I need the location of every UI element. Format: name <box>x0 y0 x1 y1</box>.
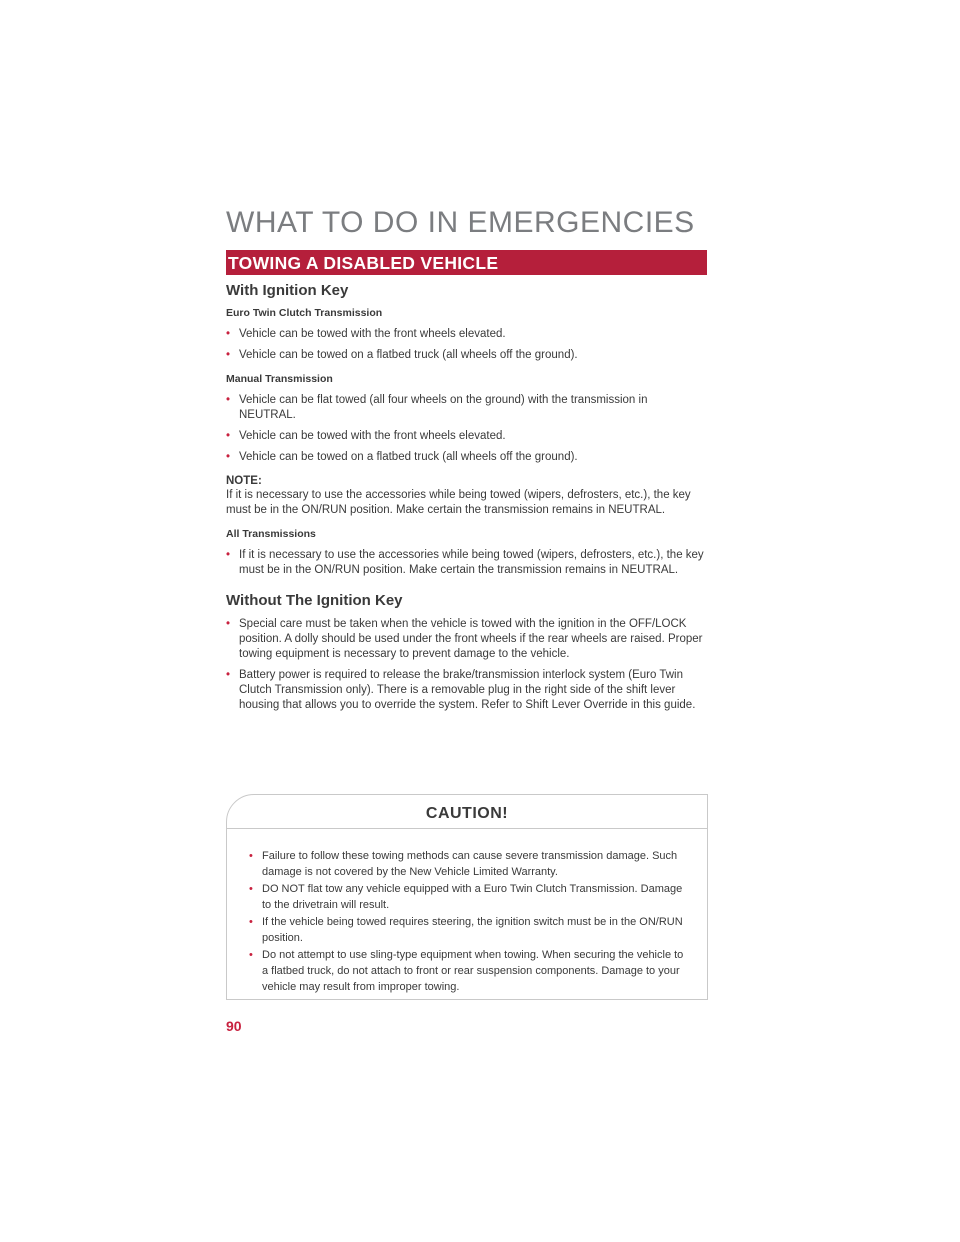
bullet-icon: • <box>226 430 231 442</box>
list-item: • Special care must be taken when the vehicle is towed with the ignition in the OFF/LOCK position. A dolly should be used under the front wheels if the rear wheels are raised. Proper towing equipment is necessary to prevent damage to the vehicle. <box>226 618 703 660</box>
list-item: • Vehicle can be towed with the front wheels elevated. <box>226 430 506 442</box>
bullet-icon: • <box>249 916 253 928</box>
manual-transmission-heading: Manual Transmission <box>226 373 333 385</box>
all-transmissions-list <box>226 548 707 578</box>
bullet-icon: • <box>226 451 231 463</box>
bullet-icon: • <box>249 949 253 961</box>
list-item: • Vehicle can be towed with the front wheels elevated. <box>226 328 506 340</box>
bullet-icon: • <box>226 669 231 681</box>
all-transmissions-heading: All Transmissions <box>226 528 316 540</box>
list-item: • Do not attempt to use sling-type equipment when towing. When securing the vehicle to a flatbed truck, do not attach to front or rear suspension components. Damage to your vehicle may result from improper towing. <box>249 949 684 993</box>
without-key-list <box>226 617 707 713</box>
bullet-icon: • <box>226 394 231 406</box>
page-number: 90 <box>226 1018 242 1034</box>
list-item: • Vehicle can be towed on a flatbed truck (all wheels off the ground). <box>226 349 578 361</box>
caution-title: CAUTION! <box>425 805 509 822</box>
note-text: If it is necessary to use the accessories while being towed (wipers, defrosters, etc.), the key must be in the ON/RUN position. Make certain the transmission remains in NEUTRAL. <box>226 489 691 516</box>
list-item: • Vehicle can be towed on a flatbed truck (all wheels off the ground). <box>226 451 578 463</box>
caution-list <box>249 848 689 996</box>
chapter-title: WHAT TO DO IN EMERGENCIES <box>226 206 695 239</box>
section-title: TOWING A DISABLED VEHICLE <box>228 253 499 273</box>
list-item: • Vehicle can be flat towed (all four wheels on the ground) with the transmission in NEUTRAL. <box>226 394 648 421</box>
note-label: NOTE: <box>226 475 262 487</box>
list-item: • Battery power is required to release the brake/transmission interlock system (Euro Twin Clutch Transmission only). There is a removable plug in the right side of the shift lever housing that allows you to override the system. Refer to Shift Lever Override in this guide. <box>226 669 696 711</box>
bullet-icon: • <box>226 349 231 361</box>
list-item: • DO NOT flat tow any vehicle equipped with a Euro Twin Clutch Transmission. Damage to the drivetrain will result. <box>249 883 683 911</box>
bullet-icon: • <box>226 549 231 561</box>
caution-divider <box>227 828 707 829</box>
bullet-icon: • <box>249 883 253 895</box>
list-item: • If the vehicle being towed requires steering, the ignition switch must be in the ON/RUN position. <box>249 916 683 944</box>
euro-transmission-heading: Euro Twin Clutch Transmission <box>226 307 383 319</box>
caution-box <box>226 794 708 1000</box>
manual-transmission-list <box>226 393 707 465</box>
bullet-icon: • <box>226 618 231 630</box>
with-key-heading: With Ignition Key <box>226 282 349 299</box>
without-key-heading: Without The Ignition Key <box>226 592 403 609</box>
euro-transmission-list <box>226 327 707 363</box>
main-content <box>226 282 707 723</box>
bullet-icon: • <box>249 850 253 862</box>
bullet-icon: • <box>226 328 231 340</box>
list-item: • If it is necessary to use the accessories while being towed (wipers, defrosters, etc.), the key must be in the ON/RUN position. Make certain the transmission remains in NEUTRAL. <box>226 549 704 576</box>
list-item: • Failure to follow these towing methods can cause severe transmission damage. Such damage is not covered by the New Vehicle Limited Warranty. <box>249 850 678 878</box>
